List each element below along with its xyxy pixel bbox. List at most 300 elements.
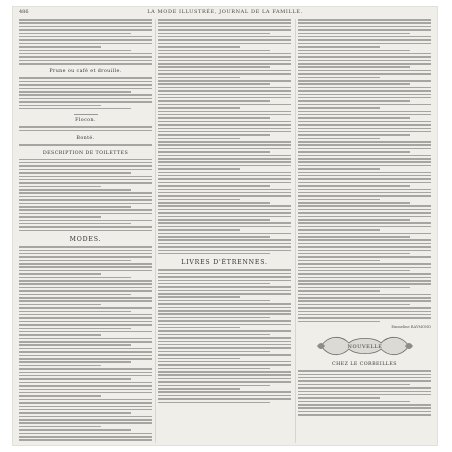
text-line <box>19 338 152 340</box>
text-line <box>19 33 131 35</box>
text-line <box>158 36 291 38</box>
text-line <box>298 104 431 106</box>
text-line <box>19 98 152 100</box>
text-line <box>19 355 152 357</box>
text-line <box>158 216 291 218</box>
text-line <box>19 372 152 374</box>
section-heading: Bonté. <box>76 136 95 142</box>
text-line <box>298 391 431 393</box>
text-line <box>298 321 380 323</box>
text-line <box>298 397 380 399</box>
text-line <box>298 94 431 96</box>
text-line <box>298 165 431 167</box>
text-line <box>298 300 431 302</box>
text-line <box>19 287 152 289</box>
text-line <box>298 195 431 197</box>
text-line <box>19 439 152 441</box>
text-line <box>19 382 152 384</box>
text-line <box>158 361 291 363</box>
text-line <box>158 60 291 62</box>
text-line <box>19 53 152 55</box>
text-line <box>158 161 291 163</box>
text-line <box>298 407 431 409</box>
text-line <box>19 88 152 90</box>
text-line <box>158 53 291 55</box>
text-line <box>158 39 291 41</box>
text-line <box>158 182 291 184</box>
text-line <box>298 222 431 224</box>
text-line <box>298 294 431 296</box>
text-line <box>158 192 291 194</box>
text-line <box>298 87 431 89</box>
text-line <box>158 19 291 21</box>
text-line <box>158 158 291 160</box>
text-line <box>19 419 152 421</box>
text-line <box>298 287 410 289</box>
text-line <box>19 130 152 132</box>
text-line <box>158 121 291 123</box>
text-line <box>19 182 152 184</box>
text-line <box>158 205 291 207</box>
text-line <box>19 409 152 411</box>
text-line <box>158 233 291 235</box>
text-line <box>19 60 152 62</box>
text-line <box>158 391 291 393</box>
text-line <box>19 213 152 215</box>
text-line <box>158 347 291 349</box>
text-line <box>298 144 431 146</box>
text-line <box>19 91 131 93</box>
text-line <box>158 29 291 31</box>
text-line <box>158 43 291 45</box>
text-block <box>19 19 152 66</box>
text-block <box>298 370 431 417</box>
text-line <box>298 243 431 245</box>
text-line <box>158 398 291 400</box>
text-line <box>298 370 431 372</box>
text-line <box>158 33 270 35</box>
text-line <box>158 243 291 245</box>
text-line <box>298 134 410 136</box>
text-line <box>19 22 152 24</box>
text-line <box>158 117 270 119</box>
text-line <box>298 239 431 241</box>
text-line <box>298 414 431 416</box>
text-line <box>298 192 431 194</box>
text-line <box>298 26 431 28</box>
text-line <box>19 260 131 262</box>
text-line <box>19 263 152 265</box>
text-line <box>19 270 152 272</box>
text-line <box>19 77 152 79</box>
text-line <box>298 131 431 133</box>
text-line <box>19 294 131 296</box>
text-line <box>298 77 380 79</box>
text-line <box>298 233 431 235</box>
text-line <box>158 73 291 75</box>
text-line <box>158 219 270 221</box>
text-line <box>158 222 291 224</box>
text-block <box>19 159 152 234</box>
text-line <box>19 266 152 268</box>
text-line <box>19 280 152 282</box>
section-heading: Flocon. <box>75 118 96 124</box>
text-line <box>19 324 152 326</box>
text-line <box>158 131 291 133</box>
text-line <box>19 385 152 387</box>
text-line <box>19 395 101 397</box>
text-line <box>19 230 152 232</box>
text-line <box>298 97 431 99</box>
text-line <box>158 286 291 288</box>
text-line <box>19 297 152 299</box>
text-line <box>19 29 152 31</box>
text-line <box>158 70 291 72</box>
banner-label: NOUVELLE <box>346 344 383 351</box>
text-line <box>298 212 431 214</box>
column-right <box>298 19 431 443</box>
text-line <box>158 199 240 201</box>
text-block <box>19 126 152 133</box>
text-line <box>158 66 270 68</box>
text-line <box>158 280 291 282</box>
text-line <box>158 317 270 319</box>
text-line <box>298 185 410 187</box>
text-line <box>158 165 291 167</box>
text-line <box>19 203 152 205</box>
text-line <box>158 300 270 302</box>
text-line <box>298 107 380 109</box>
text-line <box>298 66 410 68</box>
text-line <box>158 56 291 58</box>
text-line <box>298 280 431 282</box>
text-line <box>158 209 291 211</box>
text-line <box>158 283 270 285</box>
section-heading: LIVRES D'ÉTRENNES. <box>181 259 268 267</box>
text-line <box>298 36 431 38</box>
text-line <box>19 172 131 174</box>
text-line <box>158 303 291 305</box>
text-line <box>19 220 152 222</box>
text-line <box>19 426 101 428</box>
text-line <box>298 73 431 75</box>
text-line <box>298 205 431 207</box>
section-heading: MODES. <box>69 236 102 244</box>
text-line <box>19 351 152 353</box>
text-line <box>158 296 240 298</box>
text-line <box>19 361 131 363</box>
text-line <box>158 236 270 238</box>
text-line <box>158 83 270 85</box>
text-line <box>158 22 291 24</box>
text-line <box>158 26 291 28</box>
text-line <box>298 19 431 21</box>
text-line <box>298 83 410 85</box>
text-line <box>19 179 152 181</box>
text-line <box>298 246 431 248</box>
text-line <box>158 358 240 360</box>
text-line <box>158 385 270 387</box>
text-line <box>19 196 152 198</box>
text-line <box>298 290 380 292</box>
text-line <box>298 70 431 72</box>
text-line <box>19 290 152 292</box>
section-heading: Prune ou café et drouille. <box>49 69 122 75</box>
text-line <box>158 50 270 52</box>
text-line <box>298 114 431 116</box>
text-line <box>298 401 410 403</box>
section-heading: CHEZ LE CORBEILLES <box>332 362 397 368</box>
text-line <box>19 101 152 103</box>
text-line <box>298 307 431 309</box>
text-line <box>19 406 152 408</box>
text-line <box>19 126 152 128</box>
text-line <box>298 374 431 376</box>
text-line <box>298 384 410 386</box>
text-line <box>298 148 431 150</box>
journal-page <box>13 7 437 445</box>
text-line <box>158 371 291 373</box>
text-line <box>19 314 152 316</box>
text-line <box>158 151 270 153</box>
text-line <box>298 63 431 65</box>
text-line <box>158 100 270 102</box>
text-line <box>19 189 131 191</box>
section-heading: DESCRIPTION DE TOILETTES <box>42 150 129 156</box>
text-line <box>19 412 131 414</box>
text-line <box>19 341 152 343</box>
text-line <box>19 105 101 107</box>
text-line <box>19 36 152 38</box>
text-line <box>158 104 291 106</box>
text-line <box>19 328 131 330</box>
text-line <box>298 121 431 123</box>
text-line <box>158 229 240 231</box>
text-line <box>19 176 152 178</box>
text-line <box>298 117 410 119</box>
text-line <box>158 395 291 397</box>
text-line <box>298 226 431 228</box>
text-line <box>19 165 152 167</box>
text-block <box>158 269 291 405</box>
text-line <box>158 330 291 332</box>
text-line <box>19 159 152 161</box>
text-line <box>158 307 291 309</box>
text-line <box>19 436 152 438</box>
text-line <box>298 189 431 191</box>
text-line <box>19 50 131 52</box>
text-line <box>298 128 431 130</box>
text-line <box>158 341 291 343</box>
text-line <box>19 433 152 435</box>
text-line <box>298 151 410 153</box>
text-line <box>19 94 152 96</box>
text-line <box>158 97 291 99</box>
text-line <box>158 368 270 370</box>
text-line <box>298 43 431 45</box>
text-line <box>19 108 131 110</box>
text-line <box>158 226 291 228</box>
text-line <box>19 321 152 323</box>
text-line <box>158 87 291 89</box>
text-line <box>298 297 431 299</box>
text-line <box>298 250 431 252</box>
text-line <box>158 378 291 380</box>
text-line <box>19 392 152 394</box>
text-line <box>19 422 152 424</box>
text-line <box>158 381 291 383</box>
text-line <box>158 63 291 65</box>
text-line <box>298 56 431 58</box>
text-line <box>298 236 410 238</box>
text-line <box>158 168 240 170</box>
text-line <box>158 290 291 292</box>
text-line <box>158 324 291 326</box>
text-line <box>158 141 291 143</box>
text-line <box>19 216 101 218</box>
text-line <box>19 331 152 333</box>
text-line <box>19 43 152 45</box>
text-line <box>19 223 131 225</box>
text-line <box>298 168 380 170</box>
text-line <box>298 124 431 126</box>
text-line <box>19 307 152 309</box>
text-line <box>19 39 152 41</box>
text-line <box>19 277 131 279</box>
text-line <box>19 253 152 255</box>
text-line <box>19 186 101 188</box>
page-header <box>13 7 437 19</box>
text-line <box>298 380 431 382</box>
text-line <box>158 269 291 271</box>
running-title: LA MODE ILLUSTRÉE, JOURNAL DE LA FAMILLE. <box>147 9 303 15</box>
text-line <box>158 172 291 174</box>
nouvelle-banner <box>298 333 431 359</box>
text-line <box>158 388 240 390</box>
text-line <box>298 267 431 269</box>
text-line <box>298 314 431 316</box>
text-line <box>19 162 152 164</box>
text-line <box>19 416 152 418</box>
text-line <box>19 19 152 21</box>
page-number: 486 <box>19 9 29 15</box>
text-line <box>298 100 410 102</box>
text-line <box>158 155 291 157</box>
text-line <box>19 144 152 146</box>
text-line <box>298 178 431 180</box>
text-line <box>19 402 152 404</box>
text-line <box>158 354 291 356</box>
text-line <box>158 202 270 204</box>
text-line <box>158 273 291 275</box>
text-block <box>158 19 291 256</box>
text-line <box>19 304 101 306</box>
text-line <box>19 169 152 171</box>
text-line <box>158 253 270 255</box>
text-line <box>298 155 431 157</box>
text-line <box>19 334 101 336</box>
signature: Emmeline RAYMOND <box>391 325 431 330</box>
text-line <box>19 375 152 377</box>
text-line <box>19 317 152 319</box>
text-line <box>158 293 291 295</box>
text-line <box>158 327 240 329</box>
text-line <box>158 124 291 126</box>
text-line <box>298 277 431 279</box>
text-line <box>298 172 431 174</box>
text-line <box>19 250 152 252</box>
text-line <box>19 273 101 275</box>
text-line <box>19 358 152 360</box>
text-line <box>298 283 431 285</box>
text-line <box>298 182 431 184</box>
text-line <box>298 253 410 255</box>
text-line <box>298 260 380 262</box>
text-line <box>298 387 431 389</box>
text-line <box>158 175 291 177</box>
column-rule <box>155 19 156 443</box>
text-line <box>158 128 291 130</box>
text-line <box>19 226 152 228</box>
text-line <box>158 351 270 353</box>
text-line <box>298 175 431 177</box>
text-line <box>158 148 291 150</box>
text-line <box>19 368 152 370</box>
text-line <box>298 158 431 160</box>
text-block <box>19 77 152 111</box>
text-line <box>158 46 240 48</box>
text-line <box>298 404 431 406</box>
text-line <box>19 429 131 431</box>
text-line <box>19 389 152 391</box>
text-line <box>19 283 152 285</box>
text-line <box>298 216 431 218</box>
text-line <box>19 26 152 28</box>
text-line <box>298 161 431 163</box>
text-line <box>158 364 291 366</box>
text-line <box>158 344 291 346</box>
text-line <box>158 195 291 197</box>
text-line <box>19 378 131 380</box>
text-line <box>158 246 291 248</box>
text-line <box>19 311 131 313</box>
text-line <box>158 310 291 312</box>
text-line <box>158 320 291 322</box>
text-line <box>298 53 431 55</box>
text-line <box>158 212 291 214</box>
text-line <box>298 33 410 35</box>
text-line <box>19 56 152 58</box>
text-line <box>158 144 291 146</box>
column-rule <box>295 19 296 443</box>
text-line <box>19 300 152 302</box>
text-line <box>158 276 291 278</box>
text-line <box>19 365 101 367</box>
text-line <box>158 189 291 191</box>
text-line <box>298 90 431 92</box>
text-line <box>158 94 291 96</box>
text-block <box>19 144 152 147</box>
text-line <box>298 141 431 143</box>
text-line <box>158 90 291 92</box>
separator <box>74 114 98 115</box>
text-line <box>19 63 152 65</box>
text-line <box>298 199 380 201</box>
text-line <box>158 138 240 140</box>
text-line <box>158 313 291 315</box>
text-line <box>298 209 431 211</box>
text-block <box>19 246 152 443</box>
